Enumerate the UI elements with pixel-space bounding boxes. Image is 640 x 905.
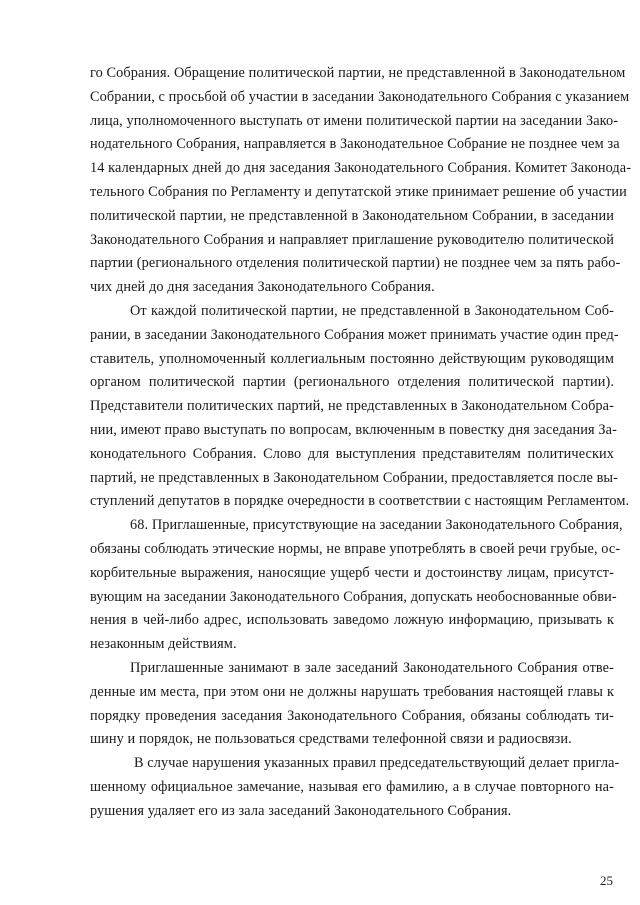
text-line: ставитель, уполномоченный коллегиальным постоянно действующим руководящим — [90, 350, 614, 367]
text-line: чих дней до дня заседания Законодательного Собрания. — [90, 279, 435, 296]
text-line: ступлений депутатов в порядке очередности в соответствии с настоящим Регламентом. — [90, 493, 630, 510]
text-line: нения в чей-либо адрес, использовать заведомо ложную информацию, призывать к — [90, 612, 614, 629]
text-line: 14 календарных дней до дня заседания Законодательного Собрания. Комитет Законода- — [90, 160, 632, 177]
text-line: Собрании, с просьбой об участии в заседании Законодательного Собрания с указанием — [90, 88, 630, 105]
text-line: рушения удаляет его из зала заседаний Законодательного Собрания. — [90, 802, 512, 819]
paragraph-violations — [90, 752, 620, 823]
text-line: го Собрания. Обращение политической партии, не представленной в Законодательном — [90, 65, 626, 81]
text-line: нии, имеют право выступать по вопросам, включенным в повестку дня заседания За- — [90, 421, 617, 438]
text-line: рании, в заседании Законодательного Собрания может принимать участие один пред- — [90, 326, 619, 343]
text-line: 68. Приглашенные, присутствующие на заседании Законодательного Собрания, — [130, 517, 623, 534]
text-line: тельного Собрания по Регламенту и депутатской этике принимает решение об участии — [90, 183, 627, 200]
text-line: шину и порядок, не пользоваться средствами телефонной связи и радиосвязи. — [90, 731, 572, 748]
text-line: незаконным действиям. — [90, 636, 237, 653]
paragraph-section-68 — [90, 514, 623, 657]
text-line: партий, не представленных в Законодательном Собрании, предоставляется после вы- — [90, 469, 618, 486]
paragraph-party-representatives — [90, 300, 630, 514]
text-line: денные им места, при этом они не должны нарушать требования настоящей главы к — [90, 683, 614, 700]
text-line: обязаны соблюдать этические нормы, не вправе употреблять в своей речи грубые, ос- — [90, 540, 621, 557]
text-line: Представители политических партий, не представленных в Законодательном Собра- — [90, 398, 614, 415]
text-line: Приглашенные занимают в зале заседаний Законодательного Собрания отве- — [130, 659, 614, 676]
text-line: В случае нарушения указанных правил председательствующий делает пригла- — [134, 755, 620, 772]
text-line: вующим на заседании Законодательного Собрания, допускать необоснованные обви- — [90, 588, 617, 605]
paragraph-seating-rules — [90, 657, 614, 752]
document-body — [90, 62, 632, 824]
text-line: шенному официальное замечание, называя его фамилию, а в случае повторного на- — [90, 778, 614, 795]
text-line: Законодательного Собрания и направляет приглашение руководителю политической — [90, 231, 614, 248]
text-line: нодательного Собрания, направляется в Законодательное Собрание не позднее чем за — [90, 136, 620, 153]
text-line: От каждой политической партии, не представленной в Законодательном Соб- — [130, 302, 614, 319]
text-line: корбительные выражения, наносящие ущерб чести и достоинству лицам, присутст- — [90, 564, 614, 581]
text-line: политической партии, не представленной в Законодательном Собрании, в заседании — [90, 207, 614, 224]
page-number: 25 — [600, 873, 613, 888]
paragraph-continuation — [90, 62, 632, 300]
text-line: порядку проведения заседания Законодательного Собрания, обязаны соблюдать ти- — [90, 707, 614, 724]
text-line: органом политической партии (регионального отделения политической партии). — [90, 374, 614, 391]
text-line: партии (регионального отделения политической партии) не позднее чем за пять рабо- — [90, 255, 621, 272]
text-line: конодательного Собрания. Слово для выступления представителям политических — [90, 445, 614, 462]
text-line: лица, уполномоченного выступать от имени политической партии на заседании Зако- — [90, 112, 619, 129]
